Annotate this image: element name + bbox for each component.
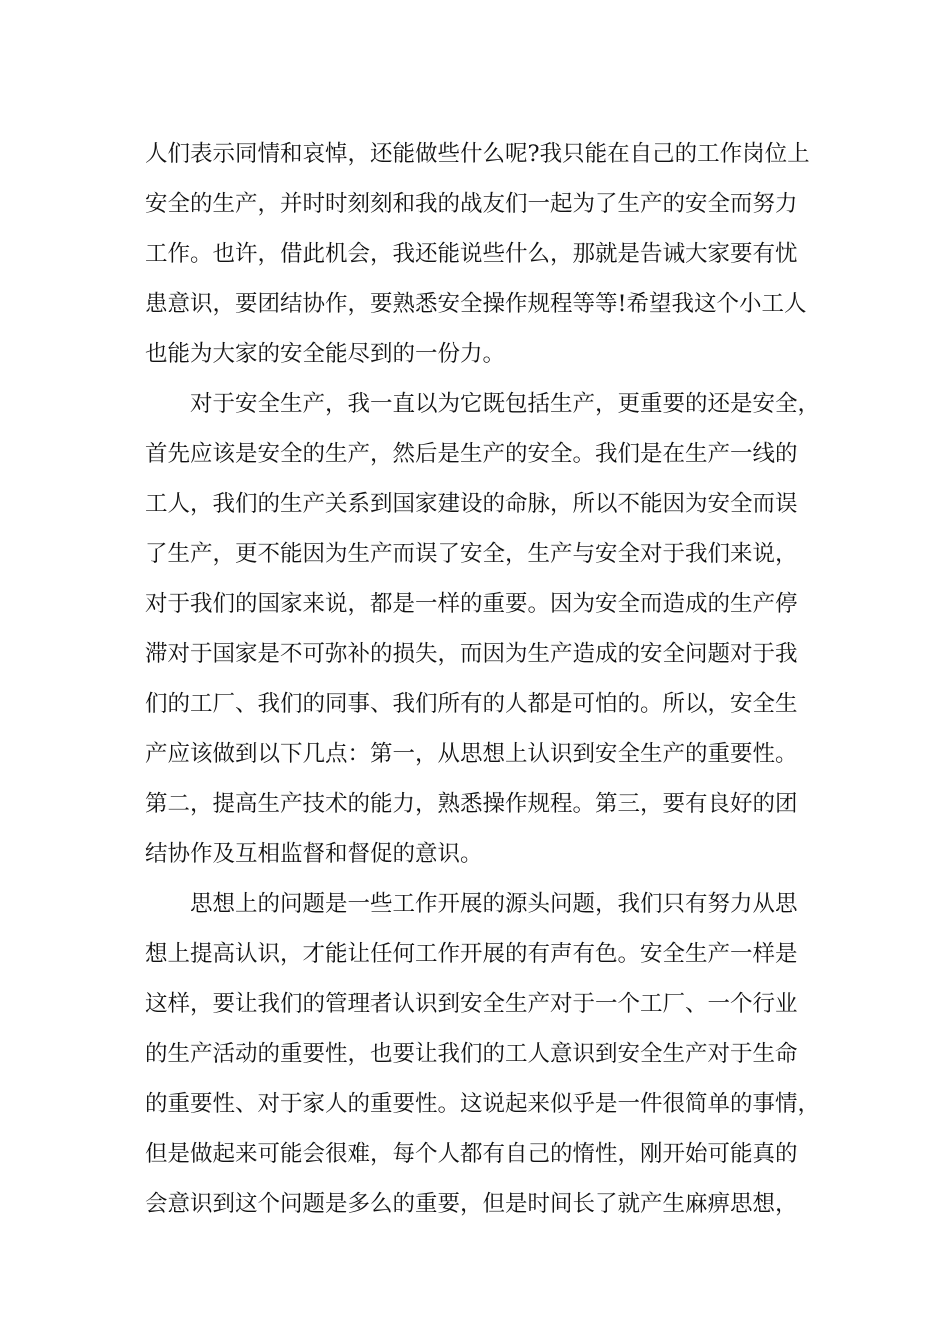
- text-line: 产应该做到以下几点：第一，从思想上认识到安全生产的重要性。: [145, 741, 798, 767]
- text-line: 的生产活动的重要性，也要让我们的工人意识到安全生产对于生命: [145, 1041, 798, 1067]
- body-text: [145, 129, 835, 1229]
- text-line: 思想上的问题是一些工作开展的源头问题，我们只有努力从思: [145, 891, 798, 917]
- text-line: 但是做起来可能会很难，每个人都有自己的惰性，刚开始可能真的: [145, 1141, 798, 1167]
- text-line: 的重要性、对于家人的重要性。这说起来似乎是一件很简单的事情，: [145, 1091, 821, 1117]
- text-line: 第二，提高生产技术的能力，熟悉操作规程。第三，要有良好的团: [145, 791, 798, 817]
- text-line: 会意识到这个问题是多么的重要，但是时间长了就产生麻痹思想，: [145, 1191, 798, 1217]
- text-line: 安全的生产，并时时刻刻和我的战友们一起为了生产的安全而努力: [145, 191, 798, 217]
- text-line: 对于安全生产，我一直以为它既包括生产，更重要的还是安全，: [145, 391, 821, 417]
- text-line: 们的工厂、我们的同事、我们所有的人都是可怕的。所以，安全生: [145, 691, 798, 717]
- text-line: 了生产，更不能因为生产而误了安全，生产与安全对于我们来说，: [145, 541, 798, 567]
- text-line: 人们表示同情和哀悼，还能做些什么呢?我只能在自己的工作岗位上: [145, 141, 810, 167]
- text-line: 工作。也许，借此机会，我还能说些什么，那就是告诫大家要有忧: [145, 241, 798, 267]
- text-line: 想上提高认识，才能让任何工作开展的有声有色。安全生产一样是: [145, 941, 798, 967]
- text-line: 工人，我们的生产关系到国家建设的命脉，所以不能因为安全而误: [145, 491, 798, 517]
- text-line: 首先应该是安全的生产，然后是生产的安全。我们是在生产一线的: [145, 441, 798, 467]
- text-line: 滞对于国家是不可弥补的损失，而因为生产造成的安全问题对于我: [145, 641, 798, 667]
- text-line: 也能为大家的安全能尽到的一份力。: [145, 341, 506, 367]
- text-line: 患意识，要团结协作，要熟悉安全操作规程等等!希望我这个小工人: [145, 291, 807, 317]
- text-line: 对于我们的国家来说，都是一样的重要。因为安全而造成的生产停: [145, 591, 798, 617]
- text-line: 这样，要让我们的管理者认识到安全生产对于一个工厂、一个行业: [145, 991, 798, 1017]
- text-line: 结协作及互相监督和督促的意识。: [145, 841, 483, 867]
